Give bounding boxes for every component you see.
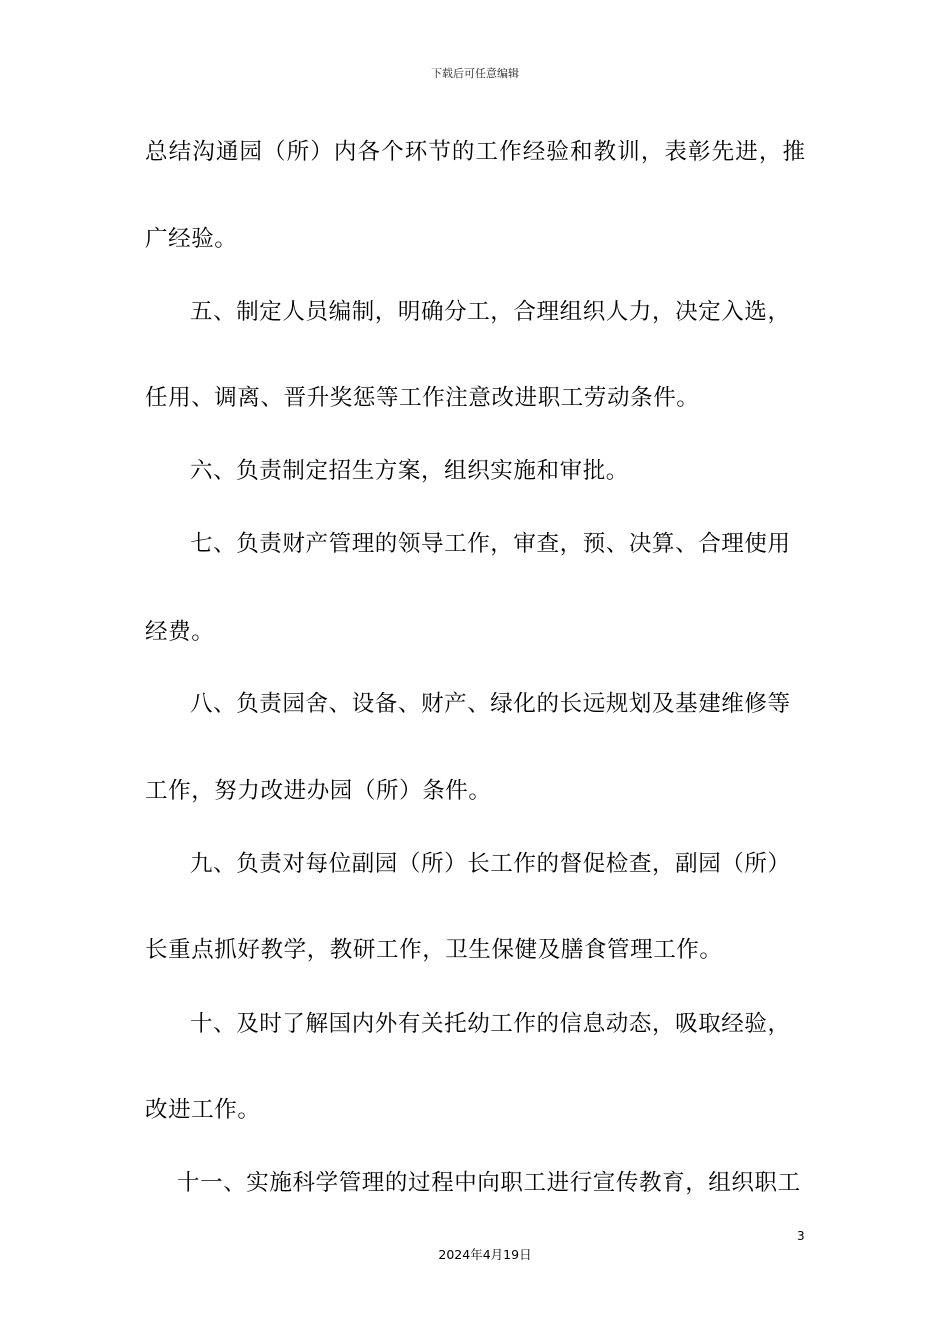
body-line-3: 五、制定人员编制，明确分工，合理组织人力，决定入选，: [190, 299, 791, 325]
body-line-5: 六、负责制定招生方案，组织实施和审批。: [190, 458, 629, 484]
body-line-8: 八、负责园舍、设备、财产、绿化的长远规划及基建维修等: [190, 691, 791, 717]
body-line-1: 总结沟通园（所）内各个环节的工作经验和教训，表彰先进，推: [145, 139, 805, 165]
body-line-6: 七、负责财产管理的领导工作，审查，预、决算、合理使用: [190, 531, 791, 557]
page-header: 下载后可任意编辑: [431, 67, 519, 80]
body-line-12: 十、及时了解国内外有关托幼工作的信息动态，吸取经验，: [190, 1011, 791, 1037]
page-number: 3: [797, 1229, 805, 1243]
body-line-10: 九、负责对每位副园（所）长工作的督促检查，副园（所）: [190, 851, 791, 877]
body-line-9: 工作，努力改进办园（所）条件。: [145, 778, 492, 804]
footer-date: 2024年4月19日: [438, 1247, 532, 1262]
body-line-2: 广经验。: [145, 226, 238, 252]
body-line-4: 任用、调离、晋升奖惩等工作注意改进职工劳动条件。: [145, 385, 700, 411]
body-line-13: 改进工作。: [145, 1097, 261, 1123]
body-line-14: 十一、实施科学管理的过程中向职工进行宣传教育，组织职工: [177, 1170, 801, 1196]
body-line-7: 经费。: [145, 619, 215, 645]
body-line-11: 长重点抓好教学，教研工作，卫生保健及膳食管理工作。: [145, 937, 723, 963]
